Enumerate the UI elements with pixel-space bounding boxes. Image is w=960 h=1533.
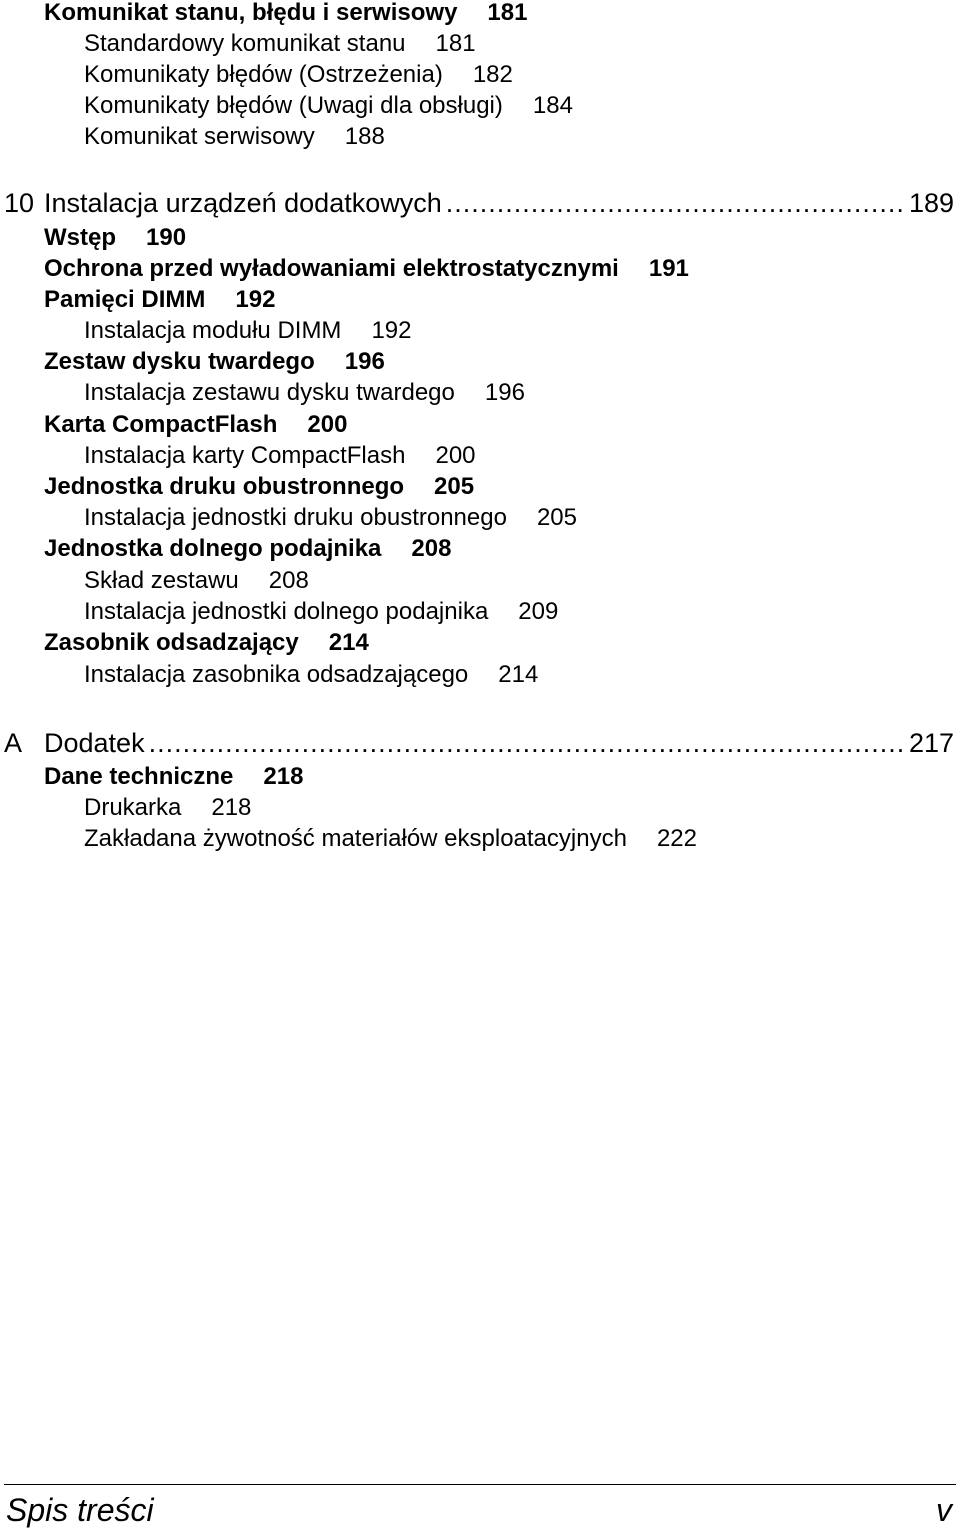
toc-entry-title: Instalacja zasobnika odsadzającego <box>84 661 469 688</box>
toc-entry-page: 182 <box>472 61 513 88</box>
toc-entry-page: 209 <box>518 598 559 625</box>
toc-entry-title: Ochrona przed wyładowaniami elektrostatycznymi <box>44 255 619 282</box>
toc-entry-title: Wstęp <box>44 224 116 251</box>
toc-entry-title: Komunikaty błędów (Uwagi dla obsługi) <box>84 92 503 119</box>
toc-entry-title: Komunikat stanu, błędu i serwisowy <box>44 0 458 26</box>
toc-entry-page: 181 <box>435 30 476 57</box>
footer-page-number: v <box>936 1492 952 1528</box>
toc-entry-page: 205 <box>434 473 475 500</box>
toc-entry[interactable] <box>0 256 689 282</box>
toc-entry[interactable] <box>0 764 303 790</box>
toc-entry[interactable] <box>0 443 476 469</box>
toc-entry[interactable] <box>0 225 186 251</box>
toc-entry-page: 188 <box>344 123 385 150</box>
appendix-page: 217 <box>908 728 954 758</box>
toc-entry-title: Karta CompactFlash <box>44 411 278 438</box>
toc-entry-title: Zakładana żywotność materiałów eksploatacyjnych <box>84 825 627 852</box>
chapter-number: 10 <box>4 188 35 218</box>
toc-entry-title: Drukarka <box>84 794 182 821</box>
toc-entry-page: 222 <box>656 825 697 852</box>
toc-entry[interactable] <box>0 412 347 438</box>
toc-entry-title: Komunikat serwisowy <box>84 123 315 150</box>
toc-entry[interactable] <box>0 474 474 500</box>
toc-entry-title: Instalacja jednostki dolnego podajnika <box>84 598 489 625</box>
toc-entry-title: Jednostka dolnego podajnika <box>44 535 382 562</box>
toc-entry-page: 208 <box>268 567 309 594</box>
appendix-title: Dodatek <box>44 728 145 758</box>
toc-entry-page: 191 <box>648 255 689 282</box>
chapter-page: 189 <box>908 188 954 218</box>
toc-entry-page: 218 <box>211 794 252 821</box>
chapter-heading[interactable] <box>4 188 954 218</box>
toc-entry-title: Standardowy komunikat stanu <box>84 30 406 57</box>
toc-entry-title: Komunikaty błędów (Ostrzeżenia) <box>84 61 443 88</box>
toc-entry-title: Dane techniczne <box>44 763 234 790</box>
toc-entry[interactable] <box>0 505 577 531</box>
toc-entry-page: 214 <box>328 629 369 656</box>
toc-entry-page: 200 <box>307 411 348 438</box>
toc-entry[interactable] <box>0 287 275 313</box>
toc-entry[interactable] <box>0 630 369 656</box>
toc-entry-page: 192 <box>371 317 412 344</box>
toc-entry-page: 196 <box>344 348 385 375</box>
toc-entry[interactable] <box>0 349 385 375</box>
toc-entry[interactable] <box>0 318 411 344</box>
toc-entry-page: 200 <box>435 442 476 469</box>
toc-entry-page: 192 <box>235 286 276 313</box>
toc-entry[interactable] <box>0 124 385 150</box>
toc-entry[interactable] <box>0 826 697 852</box>
chapter-title: Instalacja urządzeń dodatkowych <box>44 188 442 218</box>
toc-entry[interactable] <box>0 31 476 57</box>
toc-entry-title: Pamięci DIMM <box>44 286 206 313</box>
toc-entry-title: Instalacja zestawu dysku twardego <box>84 379 455 406</box>
toc-entry-title: Instalacja jednostki druku obustronnego <box>84 504 507 531</box>
appendix-letter: A <box>4 728 23 758</box>
toc-entry-page: 184 <box>532 92 573 119</box>
toc-entry-title: Instalacja modułu DIMM <box>84 317 342 344</box>
toc-entry-title: Zasobnik odsadzający <box>44 629 299 656</box>
toc-entry-title: Jednostka druku obustronnego <box>44 473 405 500</box>
toc-entry-page: 208 <box>411 535 452 562</box>
toc-entry[interactable] <box>0 662 538 688</box>
toc-entry-page: 218 <box>263 763 304 790</box>
footer-section-title: Spis treści <box>6 1492 154 1528</box>
footer-divider <box>4 1484 956 1485</box>
toc-entry[interactable] <box>0 62 513 88</box>
toc-entry-page: 214 <box>498 661 539 688</box>
toc-entry-title: Zestaw dysku twardego <box>44 348 315 375</box>
toc-entry[interactable] <box>0 0 527 26</box>
toc-entry-page: 196 <box>484 379 525 406</box>
toc-entry-title: Skład zestawu <box>84 567 239 594</box>
toc-entry-title: Instalacja karty CompactFlash <box>84 442 406 469</box>
appendix-heading[interactable] <box>4 728 954 758</box>
toc-entry-page: 205 <box>536 504 577 531</box>
dot-leader <box>446 188 905 218</box>
toc-entry[interactable] <box>0 599 558 625</box>
toc-entry[interactable] <box>0 380 525 406</box>
toc-entry[interactable] <box>0 568 309 594</box>
toc-entry-page: 181 <box>487 0 528 26</box>
toc-entry[interactable] <box>0 536 451 562</box>
toc-entry-page: 190 <box>146 224 187 251</box>
toc-entry[interactable] <box>0 795 251 821</box>
toc-entry[interactable] <box>0 93 573 119</box>
dot-leader <box>149 728 905 758</box>
